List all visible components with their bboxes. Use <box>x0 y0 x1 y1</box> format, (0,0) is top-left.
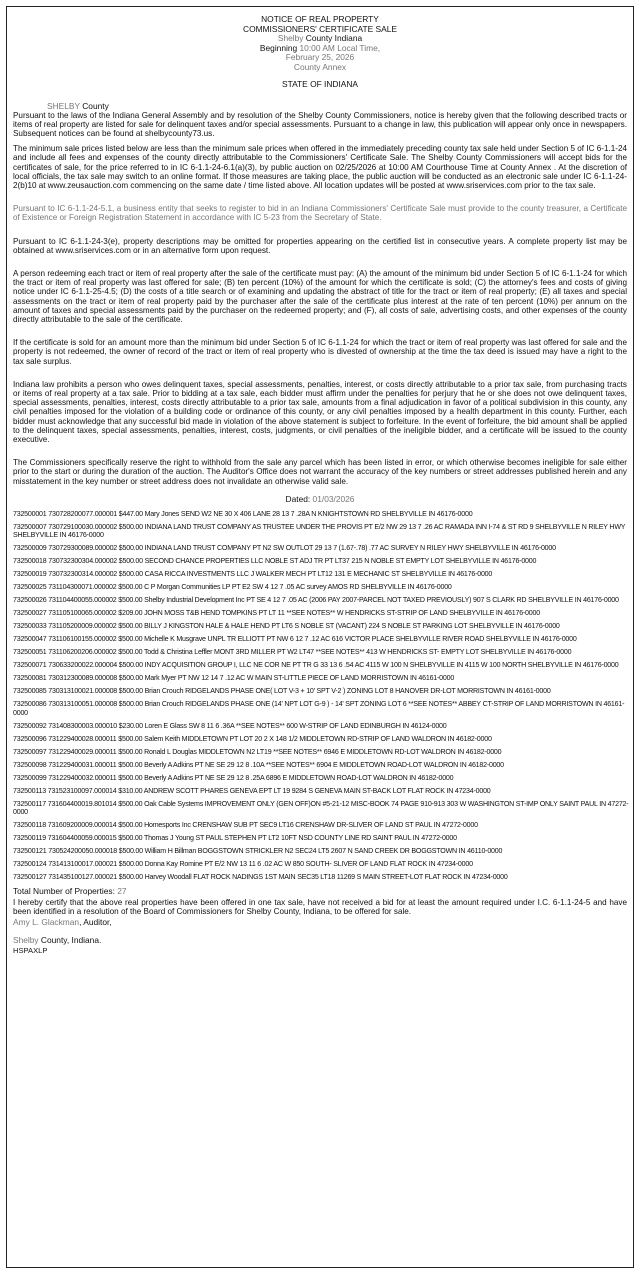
notice-header <box>13 15 627 73</box>
dated-line: Dated: 01/03/2026 <box>285 493 355 504</box>
property-entry: 732500121 730524200050.000018 $500.00 William H Billman BOGGSTOWN STRICKLER N2 SEC24 LT5 2607 N SAND CREEK DR BOGGSTOWN IN 46110-0000 <box>13 846 503 856</box>
county-heading: Shelby County Indiana <box>277 33 363 44</box>
property-entry: 732500051 731106200206.000002 $500.00 Todd & Christina Leffler MONT 3RD MILLER PT W2 LT47 **SEE NOTES** 413 W HENDRICKS ST- EMPTY LOT SHELBYVILLE IN 46176-0000 <box>13 647 572 657</box>
property-entry: 732500127 731435100127.000021 $500.00 Harvey Woodall FLAT ROCK NADINGS 1ST MAIN SEC35 LT18 11269 S MAIN STREET-LOT FLAT ROCK IN 47234-0000 <box>13 872 508 882</box>
property-entry: 732500033 731105200009.000002 $500.00 BILLY J KINGSTON HALE & HALE HEND PT LT6 S NOBLE ST (VACANT) 224 S NOBLE ST PARKING LOT SHELBYVILLE IN 46176-0000 <box>13 621 560 631</box>
property-list <box>13 510 627 882</box>
property-entry: 732500071 730633200022.000004 $500.00 INDY ACQUISITION GROUP I, LLC NE COR NE PT TR G 33 13 6 .54 AC 4115 W 100 N SHELBYVILLE IN 4115 W 100 NORTH SHELBYVILLE IN 46176-0000 <box>13 660 619 670</box>
property-entry: 732500086 730313100051.000008 $500.00 Brian Crouch RIDGELANDS PHASE ONE (14' NPT LOT G-9 ) - 14' SPT ZONING LOT 6 **SEE NOTES** ABBEY CT-STRIP OF LAND MORRISTOWN IN 46161-0000 <box>13 699 625 717</box>
property-entry: 732500018 730732300304.000002 $500.00 SECOND CHANCE PROPERTIES LLC NOBLE ST ADJ TR PT LT37 215 N NOBLE ST EMPTY LOT SHELBYVILLE IN 46176-0000 <box>13 556 537 566</box>
notice-subtitle: COMMISSIONERS' CERTIFICATE SALE <box>243 23 397 34</box>
sale-location: County Annex <box>293 61 347 72</box>
state-heading: STATE OF INDIANA <box>282 78 358 89</box>
certification-statement: I hereby certify that the above real properties have been offered in one tax sale, have not received a bid for at least the amount required under I.C. 6-1.1-24-5 and have been identified in a resolution of the Board of Commissioners for Shelby County, Indiana, to be offered for sale. <box>13 898 627 917</box>
sale-time: 10:00 AM Local Time, <box>299 42 381 53</box>
sale-date: February 25, 2026 <box>285 52 355 63</box>
property-entry: 732500047 731106100155.000002 $500.00 Michelle K Musgrave UNPL TR ELLIOTT PT NW 6 12 7 .12 AC 616 VICTOR PLACE SHELBYVILLE RIVER ROAD SHELBYVILLE IN 46176-0000 <box>13 634 577 644</box>
county-name: Shelby <box>277 33 304 44</box>
property-entry: 732500096 731229400028.000011 $500.00 Salem Keith MIDDLETOWN PT LOT 20 2 X 148 1/2 MIDDLETOWN RD-STRIP OF LAND WALDRON IN 46182-0000 <box>13 733 492 743</box>
property-entry: 732500097 731229400029.000011 $500.00 Ronald L Douglas MIDDLETOWN N2 LT19 **SEE NOTES** 6946 E MIDDLETOWN RD-LOT WALDRON IN 46182-0000 <box>13 746 502 756</box>
property-entry: 732500081 730312300089.000008 $500.00 Mark Myer PT NW 12 14 7 .12 AC W MAIN ST-LITTLE PIECE OF LAND MORRISTOWN IN 46161-0000 <box>13 673 455 683</box>
property-entry: 732500124 731413100017.000021 $500.00 Donna Kay Romine PT E/2 NW 13 11 6 .02 AC W 850 SOUTH- SLIVER OF LAND FLAT ROCK IN 47234-0000 <box>13 859 473 869</box>
property-entry: 732500113 731523100097.000014 $310.00 ANDREW SCOTT PHARES GENEVA EPT LT 19 9284 S GENEVA MAIN ST-BACK LOT FLAT ROCK IN 47234-0000 <box>13 785 491 795</box>
property-entry: 732500025 731104300071.000002 $500.00 C P Morgan Communities LP PT E2 SW 4 12 7 .05 AC survey AMOS RD SHELBYVILLE IN 46176-0000 <box>13 582 452 592</box>
footer-county: Shelby County, Indiana. <box>13 935 102 946</box>
paragraph-surplus: If the certificate is sold for an amount more than the minimum bid under Section 5 of IC 6-1.1-24 for which the tract or item of real property was last offered for sale and the property is not redeemed, the owner of record of the tract or item of real property who is divested of ownership at the time the tax deed is issued may have a right to the tax sale surplus. <box>13 338 627 366</box>
property-entry: 732500117 731604400019.801014 $500.00 Oak Cable Systems IMPROVEMENT ONLY (GEN OFF)ON #5-21-12 MISC-BOOK 74 PAGE 910-913 303 W WASHINGTON ST-IMP ONLY SAINT PAUL IN 47272-0000 <box>13 798 629 817</box>
auditor-signature: Amy L. Glackman, Auditor, <box>13 917 112 928</box>
sale-beginning: Beginning 10:00 AM Local Time, <box>259 42 381 53</box>
property-entry: 732500007 730729100030.000002 $500.00 INDIANA LAND TRUST COMPANY AS TRUSTEE UNDER THE PROVIS PT E/2 NW 29 13 7 .26 AC RAMADA INN I-74 & ST RD 9 SHELBYVILLE N RILEY HWY SHELBYVILLE IN 46176-0000 <box>13 521 626 540</box>
paragraph-intro: Pursuant to the laws of the Indiana General Assembly and by resolution of the Shelby County Commissioners, notice is hereby given that the following described tracts or items of real property are listed for sale for delinquent taxes and/or special assessments. Pursuant to a change in law, this publication will appear only once in newspapers. Subsequent notices can be found at shelbycounty73.us. <box>13 110 627 138</box>
legal-notice <box>6 6 634 1268</box>
property-entry: 732500118 731609200009.000014 $500.00 Homesports Inc CRENSHAW SUB PT SEC9 LT16 CRENSHAW DR-SLIVER OF LAND ST PAUL IN 47272-0000 <box>13 820 478 830</box>
publication-code: HSPAXLP <box>13 945 48 955</box>
county-line: SHELBY County <box>47 100 109 111</box>
property-entry: 732500026 731104400055.000002 $500.00 Shelby Industrial Development Inc PT SE 4 12 7 .05 AC (2006 PAY 2007-PARCEL NOT TAXED PREVIOUSLY) 907 S CLARK RD SHELBYVILLE IN 46176-0000 <box>13 595 619 605</box>
paragraph-minimum-price: The minimum sale prices listed below are less than the minimum sale prices when offered in the immediately preceding county tax sale held under Section 5 of IC 6-1.1-24 and include all fees and expenses of the county directly attributable to the Commissioners' Certificate Sale. The Shelby County Commissioners will accept bids for the certificates of sale, for the price referred to in IC 6-1.1-24-6.1(a)(3), by public auction on 02/25/2026 at 10:00 AM Courthouse Time at County Annex . At the discretion of local officials, the tax sale may switch to an online format. If those measures are taking place, the public auction will be conducted as an electronic sale under IC 6-1.1-24-2(b)10 at www.zeusauction.com commencing on the same date / time listed above. All location updates will be posted at www.sriservices.com prior to the tax sale. <box>13 144 627 190</box>
dated-value: 01/03/2026 <box>312 493 355 504</box>
paragraph-prohibition: Indiana law prohibits a person who owes delinquent taxes, special assessments, penalties, interest, or costs directly attributable to a prior tax sale, from purchasing tracts or items of real property at a tax sale. Prior to bidding at a tax sale, each bidder must affirm under the penalties for perjury that he or she does not owe delinquent taxes, special assessments, penalties, interest, costs directly attributable to a prior tax sale, amounts from a final adjudication in favor of a political subdivision in this county, any civil penalties imposed for the violation of a building code or ordinance of this county, or any civil penalties imposed by a health department in this county. Further, each bidder must acknowledge that any successful bid made in violation of the above statement is subject to forfeiture. In the event of forfeiture, the bid amount shall be applied to the delinquent taxes, special assessments, penalties, interest, costs, judgments, or civil penalties of the ineligible bidder, and a certificate will be issued to the county executive. <box>13 379 627 445</box>
property-entry: 732500027 731105100065.000002 $209.00 JOHN MOSS T&B HEND TOMPKINS PT LT 11 **SEE NOTES** W HENDRICKS ST-STRIP OF LAND SHELBYVILLE IN 46176-0000 <box>13 608 540 618</box>
paragraph-descriptions: Pursuant to IC 6-1.1-24-3(e), property descriptions may be omitted for properties appearing on the certified list in consecutive years. A complete property list may be obtained at www.sriservices.com or in an alternative form upon request. <box>13 236 627 255</box>
total-properties: Total Number of Properties: 27 <box>13 886 127 897</box>
paragraph-business-entity: Pursuant to IC 6-1.1-24-5.1, a business entity that seeks to register to bid in an Indiana Commissioners' Certificate Sale must provide to the county treasurer, a Certificate of Existence or Foreign Registration Statement in accordance with IC 5-23 from the Secretary of State. <box>13 204 627 223</box>
property-entry: 732500099 731229400032.000011 $500.00 Beverly A Adkins PT NE SE 29 12 8 .25A 6896 E MIDDLETOWN ROAD-LOT WALDRON IN 46182-0000 <box>13 772 454 782</box>
paragraph-withhold: The Commissioners specifically reserve the right to withhold from the sale any parcel which has been listed in error, or which otherwise becomes ineligible for sale either prior to the start or during the duration of the auction. The Auditor's Office does not warrant the accuracy of the key numbers or street addresses published herein and any misstatement in the key number or street address does not invalidate an otherwise valid sale. <box>13 458 627 486</box>
property-entry: 732500001 730728200077.000001 $447.00 Mary Jones SEND W2 NE 30 X 406 LANE 28 13 7 .28A N KNIGHTSTOWN RD SHELBYVILLE IN 46176-0000 <box>13 508 473 518</box>
property-entry: 732500119 731604400059.000015 $500.00 Thomas J Young ST PAUL STEPHEN PT LT2 10FT NSD COUNTY LINE RD SAINT PAUL IN 47272-0000 <box>13 833 457 843</box>
notice-title: NOTICE OF REAL PROPERTY <box>261 14 379 24</box>
paragraph-redemption: A person redeeming each tract or item of real property after the sale of the certificate must pay: (A) the amount of the minimum bid under Section 5 of IC 6-1.1-24 for which the tract or item of real property was last offered for sale; (B) ten percent (10%) of the amount for which the certificate is sold; (C) the attorney's fees and costs of giving notice under IC 6-1.1-25-4.5; (D) the costs of a title search or of examining and updating the abstract of title for the tract or item of real property; (E) all taxes and special assessments on the tract or item of real property paid by the purchaser after the sale of the certificate plus interest at the rate of ten percent (10%) per annum on the amount of taxes and special assessments paid by the purchaser on the redeemed property; and (F), all costs of sale, advertising costs, and other expenses of the county directly attributable to the sale of the certificate. <box>13 269 627 325</box>
property-entry: 732500098 731229400031.000011 $500.00 Beverly A Adkins PT NE SE 29 12 8 .10A **SEE NOTES** 6904 E MIDDLETOWN ROAD-LOT WALDRON IN 46182-0000 <box>13 759 504 769</box>
property-entry: 732500085 730313100021.000008 $500.00 Brian Crouch RIDGELANDS PHASE ONE( LOT V-3 + 10' SPT V-2 ) ZONING LOT 8 HANOVER DR-LOT MORRISTOWN IN 46161-0000 <box>13 686 551 696</box>
property-entry: 732500019 730732300314.000002 $500.00 CASA RICCA INVESTMENTS LLC J WALKER MECH PT LT12 131 E MECHANIC ST SHELBYVILLE IN 46176-0000 <box>13 569 493 579</box>
property-entry: 732500009 730729300089.000002 $500.00 INDIANA LAND TRUST COMPANY PT N2 SW OUTLOT 29 13 7 (1.67-.78) .77 AC SURVEY N RILEY HWY SHELBYVILLE IN 46176-0000 <box>13 543 556 553</box>
property-entry: 732500092 731408300003.000010 $230.00 Loren E Glass SW 8 11 6 .36A **SEE NOTES** 600 W-STRIP OF LAND EDINBURGH IN 46124-0000 <box>13 720 447 730</box>
